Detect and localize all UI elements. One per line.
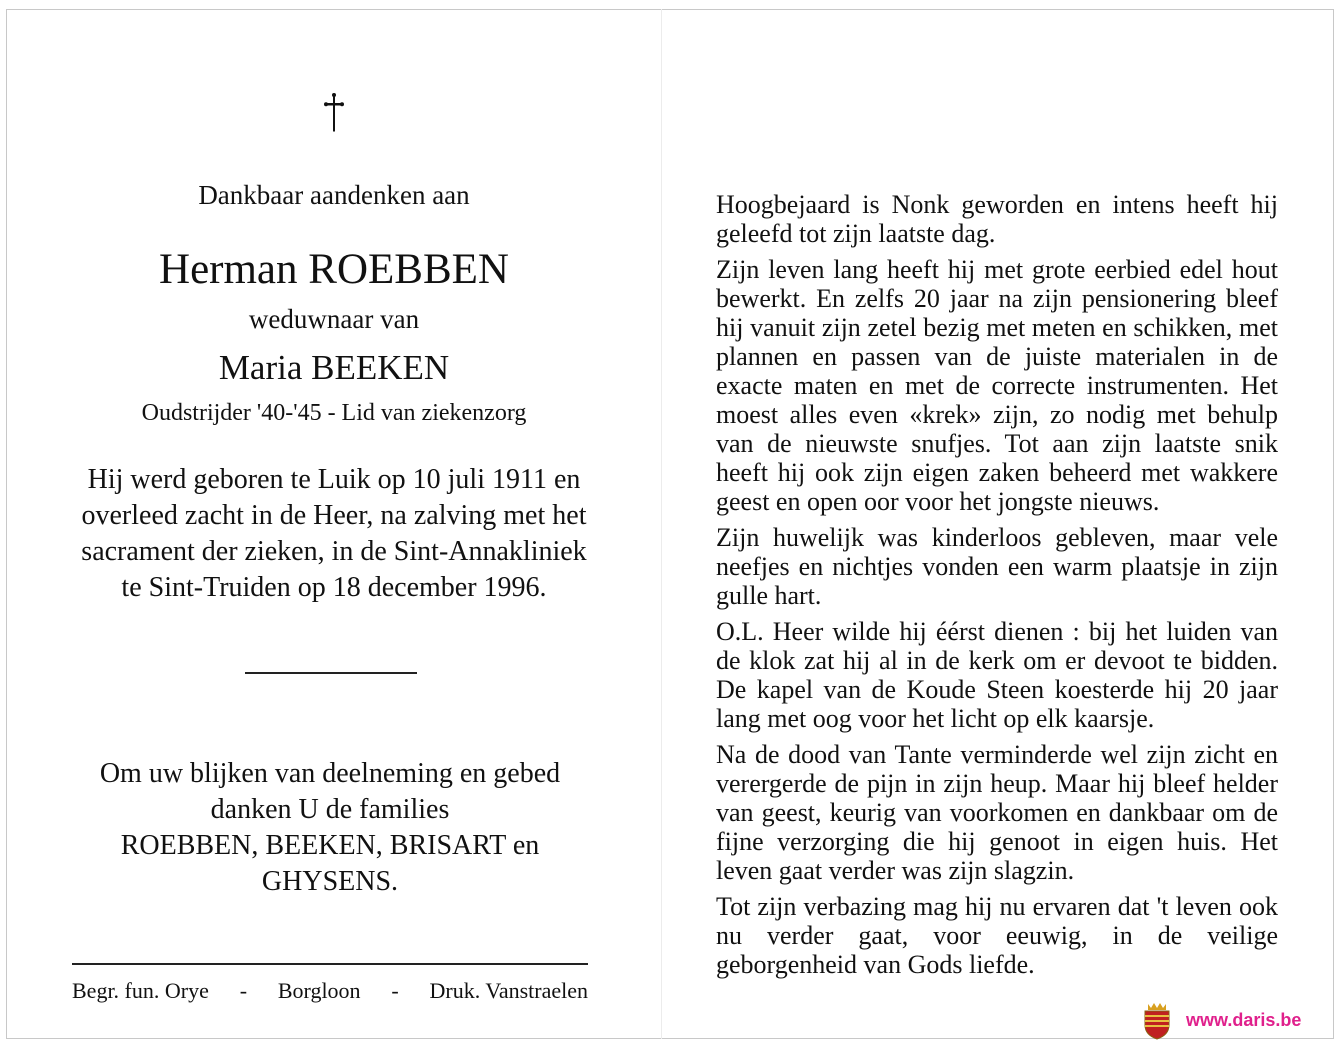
thanks-line: danken U de families: [210, 794, 450, 825]
biography-paragraph: Na de dood van Tante verminderde wel zijn zicht en verergerde de pijn in zijn heup. Maar hij bleef helder van geest, keurig van voorkomen en dankbaar om de fijne verzorging die hij genoot in eigen huis. Het leven gaat verder was zijn slagzin.: [716, 740, 1278, 885]
birth-death-line: overleed zacht in de Heer, na zalving met het: [81, 500, 587, 531]
thanks-line: GHYSENS.: [261, 866, 399, 897]
birth-death-line: sacrament der zieken, in de Sint-Annakliniek: [81, 536, 587, 567]
biography-paragraph: Tot zijn verbazing mag hij nu ervaren dat 't leven ook nu verder gaat, voor eeuwig, in de veilige geborgenheid van Gods liefde.: [716, 892, 1278, 979]
biography-paragraph: O.L. Heer wilde hij éérst dienen : bij het luiden van de klok zat hij al in de kerk om er devoot te bidden. De kapel van de Koude Steen koesterde hij 20 jaar lang met oog voor het licht op elk kaarsje.: [716, 617, 1278, 733]
funeral-director: Begr. fun. Orye: [72, 978, 209, 1003]
biography-paragraph: Hoogbejaard is Nonk geworden en intens heeft hij geleefd tot zijn laatste dag.: [716, 190, 1278, 248]
thanks-text: [60, 756, 600, 900]
thanks-line: Om uw blijken van deelneming en gebed: [99, 758, 561, 789]
footer-separator: -: [391, 978, 399, 1003]
cross-icon: [321, 92, 347, 134]
coat-of-arms-icon: [1142, 1000, 1172, 1040]
watermark-text: www.daris.be: [1186, 1009, 1302, 1030]
footer-divider: [72, 963, 588, 965]
watermark: [1142, 998, 1332, 1042]
birth-death-text: [64, 462, 604, 606]
printer-credit: Druk. Vanstraelen: [429, 978, 588, 1003]
biography-paragraph: Zijn huwelijk was kinderloos gebleven, maar vele neefjes en nichtjes vonden een warm plaatsje in zijn gulle hart.: [716, 523, 1278, 610]
thanks-line: ROEBBEN, BEEKEN, BRISART en: [120, 830, 540, 861]
spouse-name: Maria BEEKEN: [218, 348, 450, 387]
divider: [245, 672, 417, 674]
funeral-place: Borgloon: [277, 978, 361, 1003]
biography-paragraph: Zijn leven lang heeft hij met grote eerbied edel hout bewerkt. En zelfs 20 jaar na zijn pensionering bleef hij vanuit zijn zetel bezig met meten en schikken, met plannen en passen van de juiste materialen in de exacte maten en met de correcte instrumenten. Het moest alles even «krek» zijn, zo nodig met behulp van de nieuwste snufjes. Tot aan zijn laatste snik heeft hij ook zijn eigen zaken beheerd met wakkere geest en open oor voor het jongste nieuws.: [716, 255, 1278, 516]
spouse-relation: weduwnaar van: [248, 304, 420, 334]
birth-death-line: Hij werd geboren te Luik op 10 juli 1911 en: [87, 464, 581, 495]
footer-credits: [72, 978, 588, 1004]
footer-separator: -: [239, 978, 248, 1003]
biography-text: [716, 190, 1278, 986]
deceased-name: Herman ROEBBEN: [159, 246, 509, 293]
deceased-status: Oudstrijder '40-'45 - Lid van ziekenzorg: [141, 400, 527, 426]
memorial-intro: Dankbaar aandenken aan: [198, 180, 470, 210]
birth-death-line: te Sint-Truiden op 18 december 1996.: [121, 572, 547, 603]
card-fold-line: [661, 9, 662, 1039]
